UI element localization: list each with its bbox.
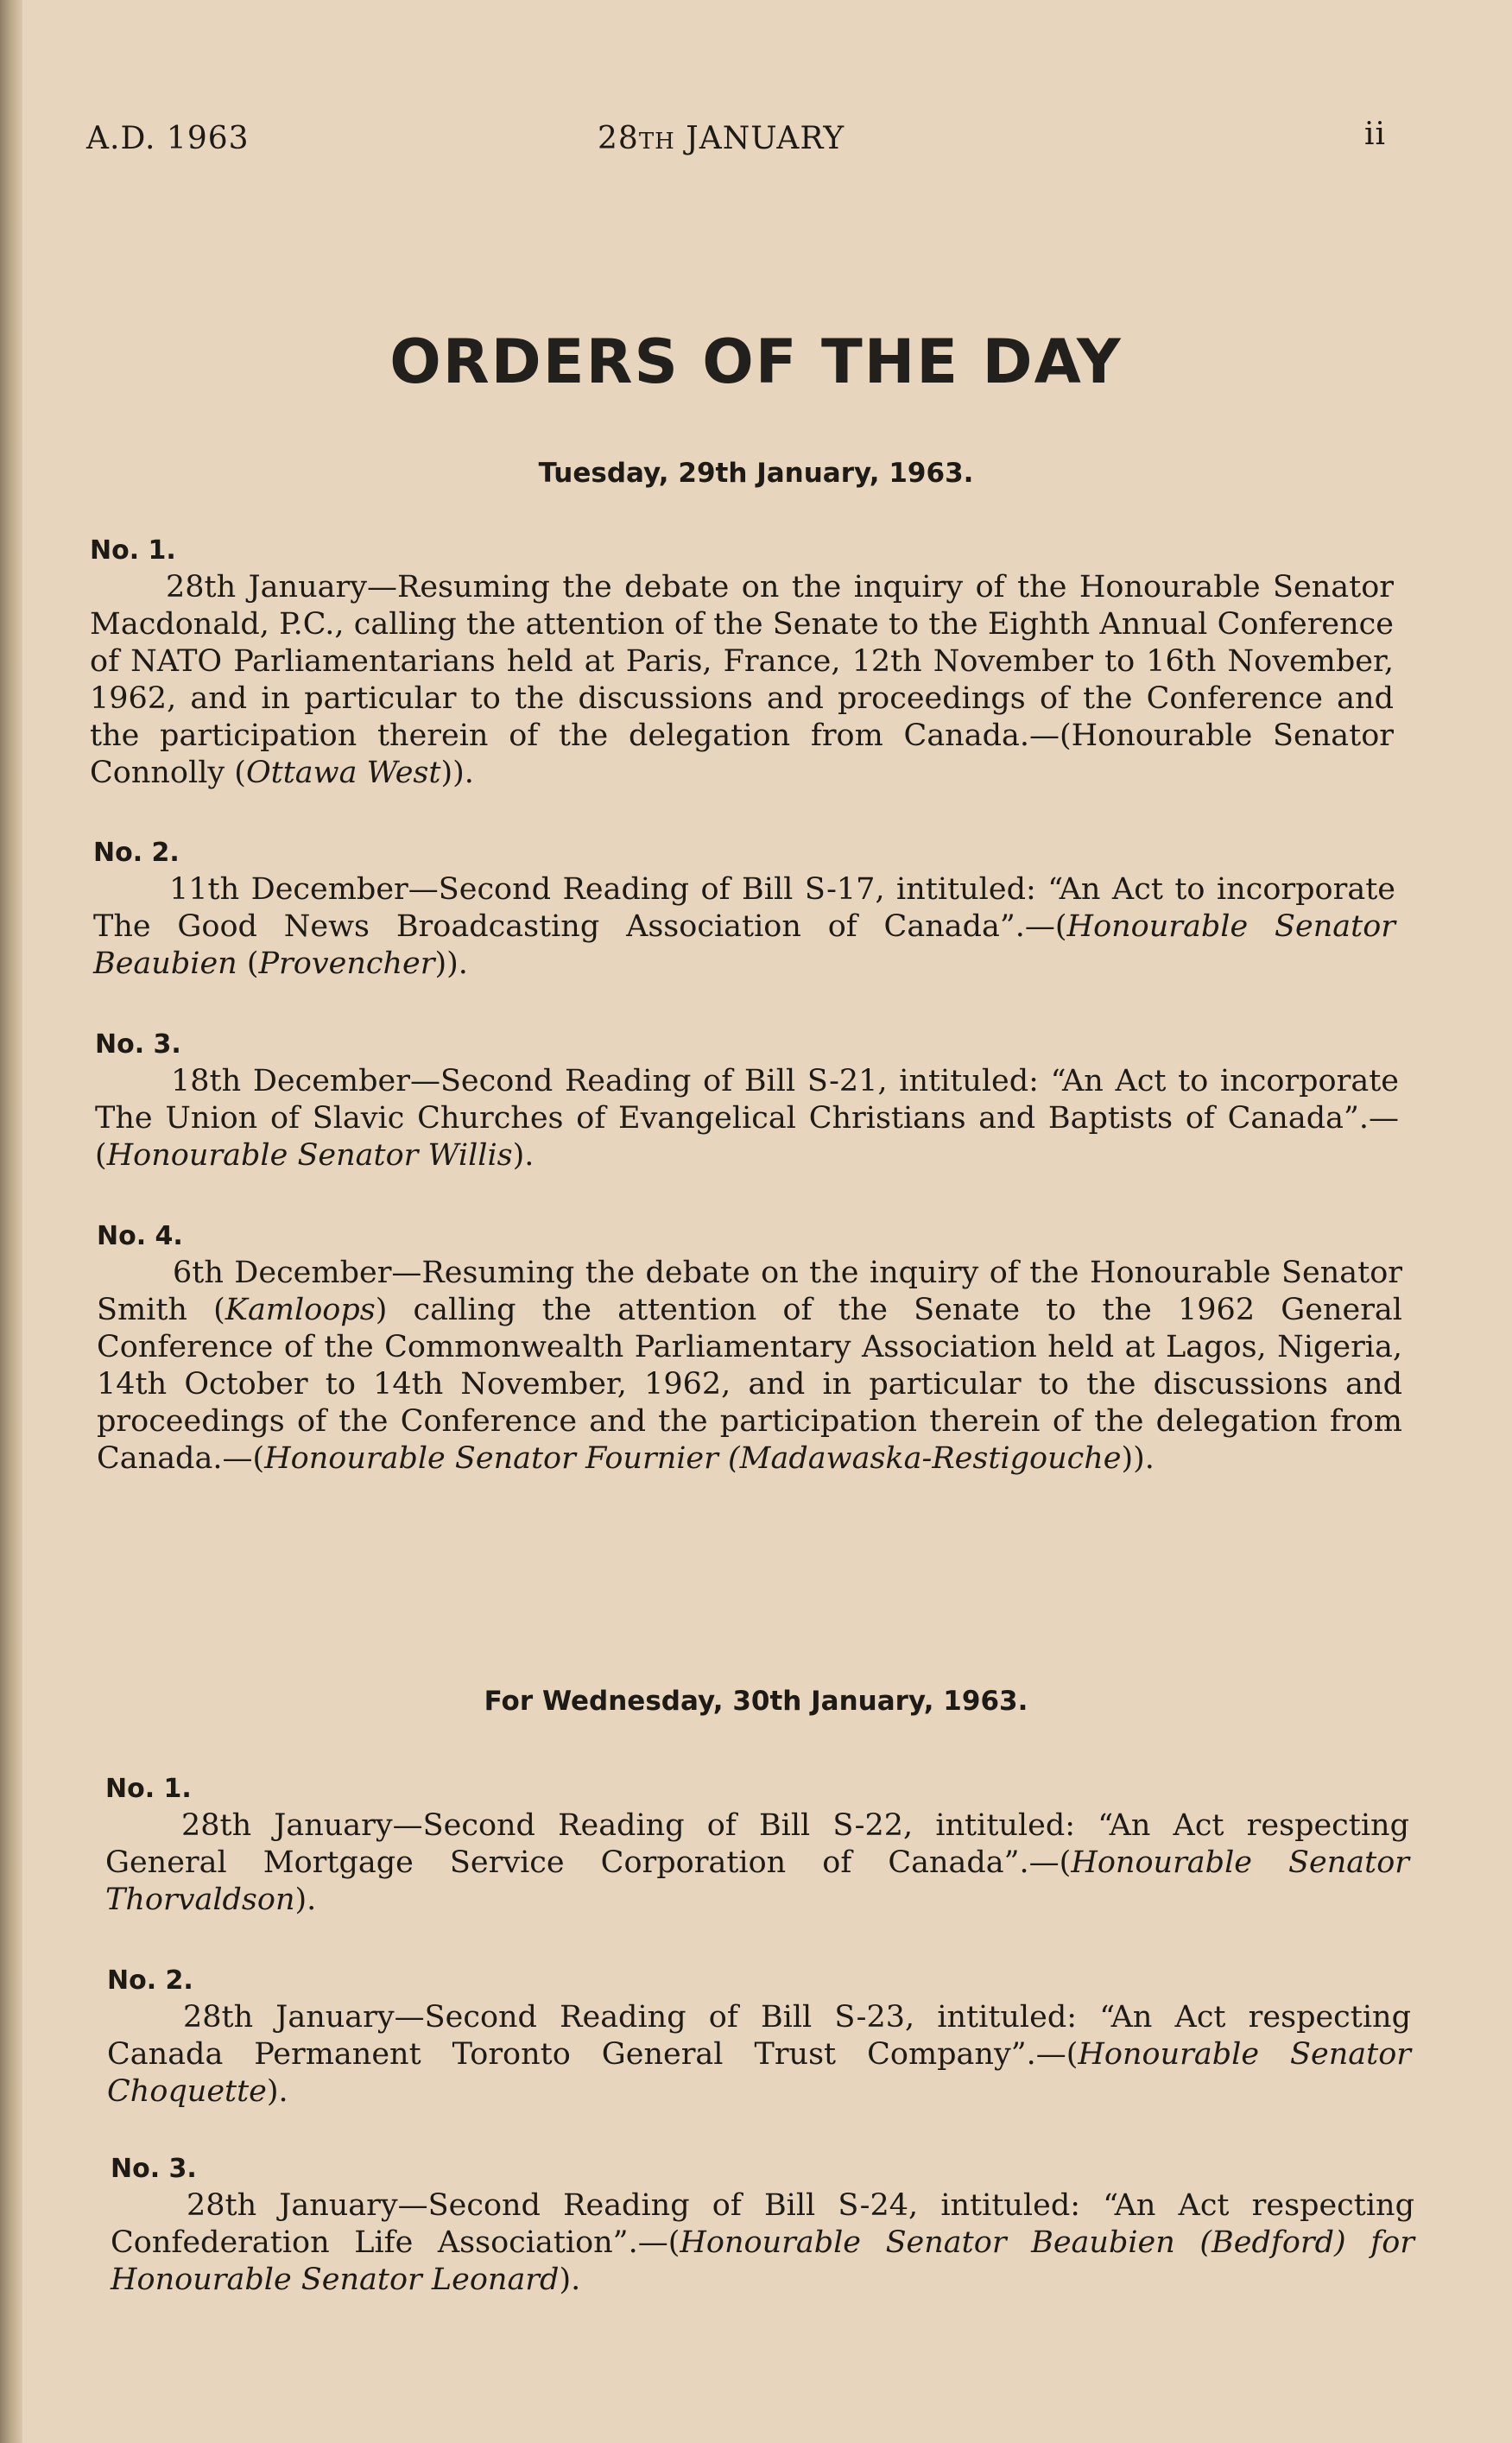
item-text: 18th December—Second Reading of Bill S-21, intituled: “An Act to incorporate The Union of Slavic Churches of Evangelical Christians and Baptists of Canada”.—(Honourable Senator Willis). (95, 1064, 1399, 1173)
item-text: 28th January—Second Reading of Bill S-23, intituled: “An Act respecting Canada Permanent Toronto General Trust Company”.—(Honourable Senator Choquette). (107, 2000, 1411, 2109)
item-number: No. 3. (111, 2154, 197, 2184)
item-number: No. 1. (105, 1774, 192, 1804)
day-heading-tuesday: Tuesday, 29th January, 1963. (538, 458, 974, 489)
header-date-suffix: TH (638, 129, 675, 155)
day-heading-wednesday: For Wednesday, 30th January, 1963. (484, 1686, 1028, 1717)
item-text: 28th January—Second Reading of Bill S-22, intituled: “An Act respecting General Mortgage Service Corporation of Canada”.—(Honourable Senator Thorvaldson). (105, 1808, 1410, 1917)
header-year: A.D. 1963 (86, 121, 250, 156)
order-item (97, 1221, 1402, 1478)
item-text: 28th January—Second Reading of Bill S-24, intituled: “An Act respecting Confederation Life Association”.—(Honourable Senator Beaubien (Bedford) for Honourable Senator Leonard). (111, 2188, 1414, 2297)
running-header (0, 117, 1512, 164)
item-number: No. 1. (90, 535, 176, 566)
item-number: No. 2. (107, 1965, 193, 1996)
item-number: No. 2. (93, 838, 180, 868)
item-text: 6th December—Resuming the debate on the inquiry of the Honourable Senator Smith (Kamloops) calling the attention of the Senate to the 1962 General Conference of the Commonwealth Parliamentary Association held at Lagos, Nigeria, 14th October to 14th November, 1962, and in particular to the discussions and proceedings of the Conference and the participation therein of the delegation from Canada.—(Honourable Senator Fournier (Madawaska-Restigouche)). (97, 1256, 1402, 1476)
order-item (111, 2154, 1414, 2299)
order-item (107, 1965, 1411, 2111)
order-item (90, 535, 1394, 792)
item-number: No. 4. (97, 1221, 183, 1251)
header-date-number: 28 (598, 121, 639, 156)
item-number: No. 3. (95, 1029, 181, 1060)
header-date-month: JANUARY (674, 121, 845, 156)
page-number: ii (1364, 117, 1387, 152)
order-item (105, 1774, 1409, 1919)
order-item (95, 1029, 1399, 1174)
page-title: ORDERS OF THE DAY (389, 326, 1123, 397)
item-text: 28th January—Resuming the debate on the inquiry of the Honourable Senator Macdonald, P.C., calling the attention of the Senate to the Eighth Annual Conference of NATO Parliamentarians held at Paris, France, 12th November to 16th November, 1962, and in particular to the discussions and proceedings of the Conference and the participation therein of the delegation from Canada.—(Honourable Senator Connolly (Ottawa West)). (90, 570, 1395, 790)
item-text: 11th December—Second Reading of Bill S-17, intituled: “An Act to incorporate The Good News Broadcasting Association of Canada”.—(Honourable Senator Beaubien (Provencher)). (93, 872, 1395, 981)
order-item (93, 838, 1395, 983)
header-date (598, 121, 845, 156)
